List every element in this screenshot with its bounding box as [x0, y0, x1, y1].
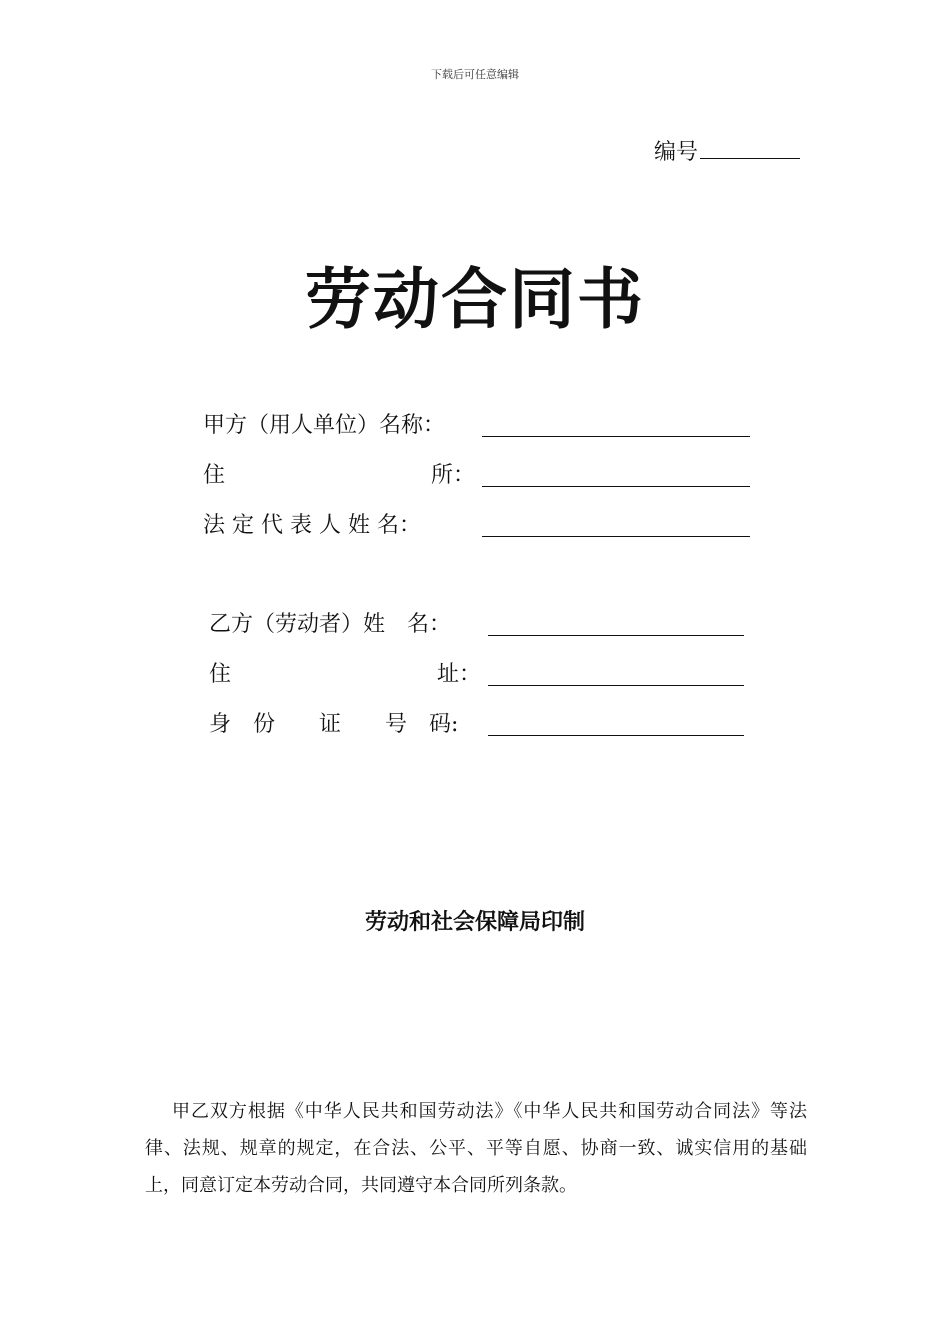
party-b-name-label: 乙方（劳动者）姓 名： [209, 612, 452, 637]
party-a-name-label: 甲方（用人单位）名称： [203, 413, 446, 438]
serial-number-label: 编号 [654, 140, 699, 165]
party-a-address-blank[interactable] [482, 462, 750, 487]
party-a-name-field [203, 408, 751, 438]
serial-number-field [654, 135, 800, 166]
party-b-id-field [209, 707, 745, 737]
party-b-name-field [209, 607, 745, 637]
preamble-paragraph: 甲乙双方根据《中华人民共和国劳动法》《中华人民共和国劳动合同法》等法律、法规、规章的规定，在合法、公平、平等自愿、协商一致、诚实信用的基础上，同意订定本劳动合同，共同遵守本合同所列条款。 [145, 1101, 807, 1196]
party-b-address-blank[interactable] [488, 661, 744, 686]
party-a-address-label-start: 住 [203, 463, 226, 488]
party-a-address-label-end: 所： [431, 463, 476, 488]
serial-number-blank[interactable] [700, 136, 800, 159]
header-note: 下载后可任意编辑 [431, 68, 519, 81]
party-a-representative-blank[interactable] [482, 512, 750, 537]
document-title: 劳动合同书 [305, 261, 645, 338]
issuer-text: 劳动和社会保障局印制 [364, 910, 585, 935]
party-a-representative-field [203, 508, 751, 538]
party-b-address-field [209, 657, 745, 687]
party-b-id-label: 身 份 证 号 码: [209, 712, 459, 737]
party-a-name-blank[interactable] [482, 412, 750, 437]
party-b-id-blank[interactable] [488, 711, 744, 736]
party-a-representative-label: 法 定 代 表 人 姓 名： [203, 513, 421, 538]
party-b-name-blank[interactable] [488, 611, 744, 636]
party-b-address-label-start: 住 [209, 662, 232, 687]
party-a-address-field [203, 458, 751, 488]
party-b-address-label-end: 址： [437, 662, 482, 687]
